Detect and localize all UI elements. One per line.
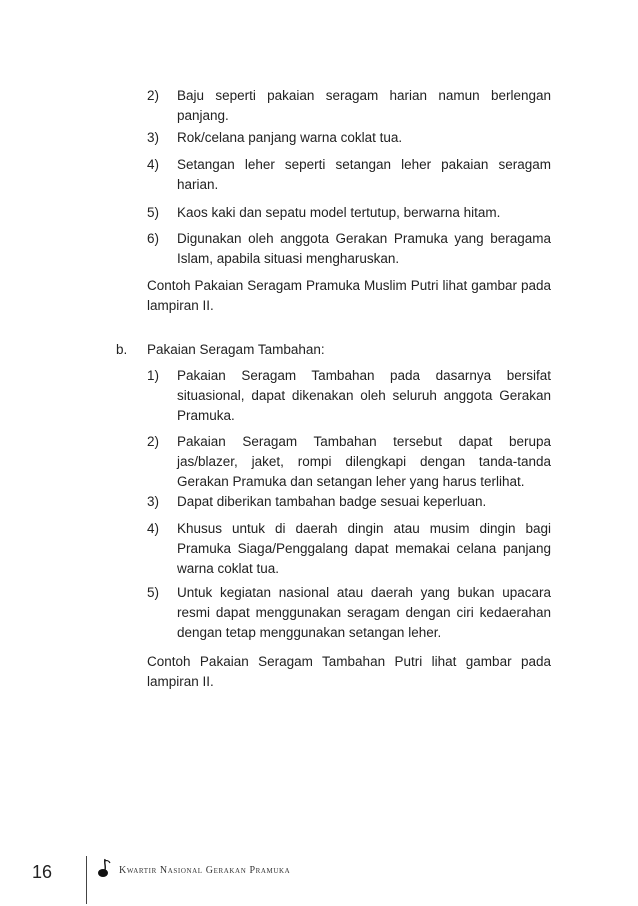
- item-number: 2): [147, 434, 160, 449]
- list-item: [147, 492, 551, 512]
- item-text: Dapat diberikan tambahan badge sesuai keperluan.: [177, 494, 487, 509]
- item-number: 4): [147, 157, 160, 172]
- list-item: [147, 86, 551, 126]
- footer-org-name: Kwartir Nasional Gerakan Pramuka: [119, 865, 291, 876]
- section-heading: [116, 340, 556, 360]
- item-text: Kaos kaki dan sepatu model tertutup, berwarna hitam.: [177, 205, 501, 220]
- list-item: [147, 366, 551, 426]
- item-text: Khusus untuk di daerah dingin atau musim dingin bagi Pramuka Siaga/Penggalang dapat memakai celana panjang warna coklat tua.: [177, 521, 551, 576]
- item-number: 1): [147, 368, 160, 383]
- item-text: Baju seperti pakaian seragam harian namun berlengan panjang.: [177, 88, 551, 123]
- item-text: Setangan leher seperti setangan leher pakaian seragam harian.: [177, 157, 551, 192]
- item-number: 5): [147, 585, 160, 600]
- section-letter: b.: [116, 342, 128, 357]
- item-number: 3): [147, 494, 160, 509]
- list-item: [147, 203, 551, 223]
- list-item: [147, 519, 551, 579]
- item-text: Digunakan oleh anggota Gerakan Pramuka yang beragama Islam, apabila situasi mengharuskan.: [177, 231, 551, 266]
- note-paragraph: Contoh Pakaian Seragam Pramuka Muslim Putri lihat gambar pada lampiran II.: [147, 278, 551, 313]
- item-number: 5): [147, 205, 160, 220]
- item-text: Pakaian Seragam Tambahan tersebut dapat berupa jas/blazer, jaket, rompi dilengkapi dengan tanda-tanda Gerakan Pramuka dan setangan leher yang harus terlihat.: [177, 434, 551, 489]
- item-number: 3): [147, 130, 160, 145]
- footer-divider: [86, 856, 87, 904]
- list-item: [147, 229, 551, 269]
- note-paragraph: Contoh Pakaian Seragam Tambahan Putri lihat gambar pada lampiran II.: [147, 654, 551, 689]
- section-title: Pakaian Seragam Tambahan:: [147, 342, 325, 357]
- page-number: 16: [32, 862, 53, 882]
- list-item: [147, 432, 551, 492]
- item-text: Pakaian Seragam Tambahan pada dasarnya bersifat situasional, dapat dikenakan oleh seluruh anggota Gerakan Pramuka.: [177, 368, 551, 423]
- item-number: 2): [147, 88, 160, 103]
- tunas-kelapa-logo-icon: [97, 858, 111, 878]
- list-item: [147, 583, 551, 643]
- item-text: Rok/celana panjang warna coklat tua.: [177, 130, 403, 145]
- item-text: Untuk kegiatan nasional atau daerah yang bukan upacara resmi dapat menggunakan seragam dengan ciri kedaerahan dengan tetap menggunakan setangan leher.: [177, 585, 551, 640]
- item-number: 6): [147, 231, 160, 246]
- list-item: [147, 155, 551, 195]
- list-item: [147, 128, 551, 148]
- item-number: 4): [147, 521, 160, 536]
